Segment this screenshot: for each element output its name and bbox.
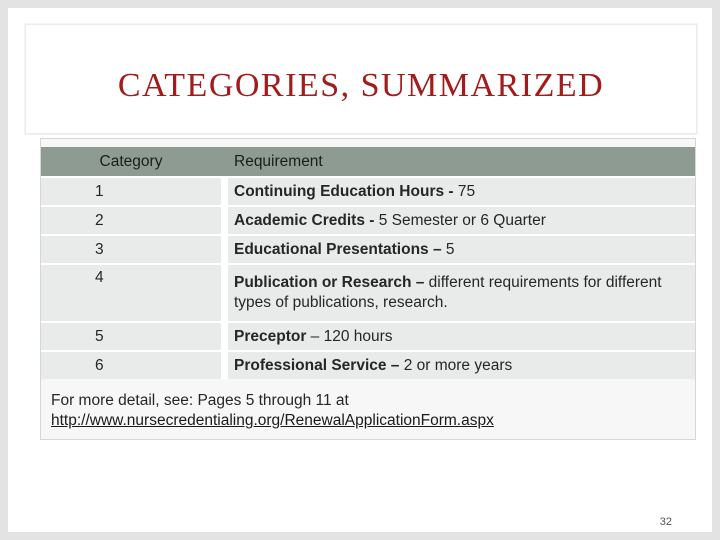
table-row bbox=[41, 351, 695, 379]
requirement-label: Educational Presentations – bbox=[234, 240, 442, 258]
row-requirement bbox=[228, 322, 695, 351]
slide-title: CATEGORIES, SUMMARIZED bbox=[117, 67, 605, 104]
table-row bbox=[41, 206, 695, 235]
table-row bbox=[41, 235, 695, 264]
requirement-label: Preceptor bbox=[234, 327, 307, 345]
row-requirement bbox=[228, 177, 695, 206]
requirement-detail: different requirements for different types of publications, research. bbox=[234, 274, 662, 311]
table-row bbox=[41, 177, 695, 206]
requirement-detail: 5 Semester or 6 Quarter bbox=[374, 211, 546, 229]
requirement-label: Professional Service – bbox=[234, 356, 400, 374]
requirement-detail: – 120 hours bbox=[306, 327, 393, 345]
requirement-label: Publication or Research – bbox=[234, 274, 425, 291]
note-text: For more detail, see: Pages 5 through 11 at bbox=[51, 392, 349, 409]
requirement-label: Continuing Education Hours - bbox=[234, 182, 454, 200]
categories-table bbox=[41, 147, 695, 379]
requirement-detail: 5 bbox=[441, 240, 455, 258]
detail-note bbox=[51, 391, 687, 431]
row-requirement bbox=[228, 351, 695, 379]
row-category: 6 bbox=[41, 351, 221, 379]
row-requirement bbox=[228, 235, 695, 264]
row-category: 1 bbox=[41, 177, 221, 206]
table-row bbox=[41, 264, 695, 322]
row-requirement bbox=[228, 264, 695, 322]
row-category: 2 bbox=[41, 206, 221, 235]
table-row bbox=[41, 322, 695, 351]
row-category: 4 bbox=[41, 264, 221, 322]
title-band bbox=[25, 24, 697, 134]
content-panel bbox=[40, 138, 696, 440]
requirement-detail: 75 bbox=[453, 182, 476, 200]
requirement-detail: 2 or more years bbox=[399, 356, 513, 374]
requirement-label: Academic Credits - bbox=[234, 211, 375, 229]
table-header-row bbox=[41, 147, 695, 177]
slide bbox=[8, 8, 712, 532]
page-number: 32 bbox=[659, 516, 672, 528]
renewal-form-link[interactable]: http://www.nursecredentialing.org/RenewalApplicationForm.aspx bbox=[51, 412, 494, 429]
row-category: 3 bbox=[41, 235, 221, 264]
header-category: Category bbox=[41, 147, 221, 177]
row-category: 5 bbox=[41, 322, 221, 351]
header-requirement: Requirement bbox=[228, 147, 695, 177]
row-requirement bbox=[228, 206, 695, 235]
